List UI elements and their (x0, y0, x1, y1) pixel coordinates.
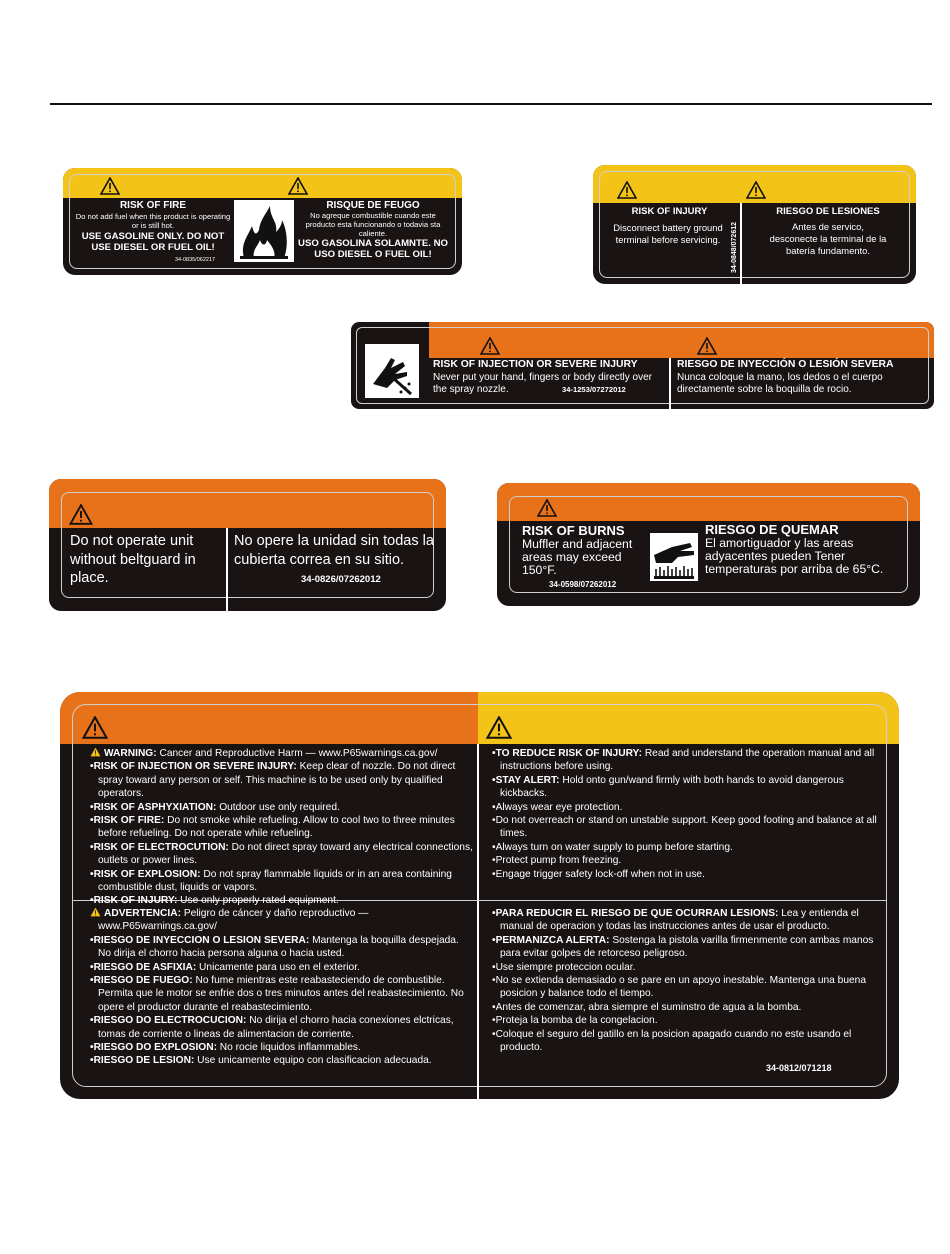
list-item: •Coloque el seguro del gatillo en la posicion apagado cuando no este usando el producto. (492, 1028, 852, 1054)
list-item: •RIESGO DO ELECTROCUCION: No dirija el chorro hacia conexiones elctricas, tomas de corriente o lineas de alimentacion de corriente. (90, 1015, 454, 1040)
list-item: WARNING: Cancer and Reproductive Harm — www.P65warnings.ca.gov/ (84, 747, 474, 760)
injury-en-title: RISK OF INJURY (631, 206, 708, 217)
hand-burn-icon (650, 533, 698, 581)
warning-triangle-icon (486, 716, 512, 739)
list-item: •PARA REDUCIR EL RIESGO DE QUE OCURRAN LESIONS: Lea y entienda el manual de operacion y todas las instrucciones antes de usar el producto. (492, 908, 859, 933)
injection-es-body: Nunca coloque la mano, los dedos o el cuerpo directamente sobre la boquilla de rocio. (677, 372, 883, 395)
injury-warning-label (593, 165, 916, 284)
injection-es-title: RIESGO DE INYECCIÓN O LESIÓN SEVERA (677, 359, 894, 370)
fire-en-title: RISK OF FIRE (119, 200, 187, 211)
fire-en-body: Do not add fuel when this product is operating or is still hot. (75, 212, 231, 230)
left-en-list (84, 747, 474, 908)
label-divider (226, 528, 228, 611)
list-item: •Protect pump from freezing. (492, 855, 622, 867)
injection-warning-label (351, 322, 934, 409)
hand-injection-icon (365, 344, 419, 398)
list-item: •Always turn on water supply to pump before starting. (492, 841, 733, 853)
injury-es-title: RIESGO DE LESIONES (776, 206, 880, 217)
beltguard-es-body: No opere la unidad sin todas la cubierta correa en su sitio. (234, 533, 434, 568)
warning-triangle-icon (480, 337, 500, 355)
label-vertical-divider (477, 744, 479, 1099)
list-item: •Use siempre proteccion ocular. (492, 961, 636, 973)
list-item: •STAY ALERT: Hold onto gun/wand firmly with both hands to avoid dangerous kickbacks. (492, 774, 844, 800)
warning-triangle-icon (617, 181, 637, 199)
injury-code: 34-0848/072612 (731, 222, 738, 273)
list-item: •RISK OF FIRE: Do not smoke while refueling. Allow to cool two to three minutes before refueling. Do not operate while refueling. (90, 815, 455, 840)
beltguard-en-body: Do not operate unit without beltguard in place. (70, 533, 196, 586)
warning-triangle-icon (100, 177, 120, 195)
beltguard-warning-label (49, 479, 446, 611)
caution-triangle-icon (90, 907, 101, 917)
right-en-list (486, 747, 881, 881)
burns-en-body: Muffler and adjacent areas may exceed 150°F. (522, 537, 633, 577)
list-item: •Always wear eye protection. (492, 801, 623, 813)
list-item: •RIESGO DE ASFIXIA: Unicamente para uso en el exterior. (90, 961, 360, 973)
burns-code: 34-0598/07262012 (549, 580, 617, 589)
header-rule (50, 103, 932, 105)
list-item: ADVERTENCIA: Peligro de cáncer y daño reproductivo — www.P65warnings.ca.gov/ (84, 907, 474, 934)
warning-triangle-icon (537, 499, 557, 517)
burns-en-title: RISK OF BURNS (522, 523, 625, 538)
injection-en-title: RISK OF INJECTION OR SEVERE INJURY (433, 359, 638, 370)
burns-es-title: RIESGO DE QUEMAR (705, 522, 839, 537)
flame-icon (234, 200, 294, 262)
list-item: •RIESGO DE INYECCION O LESION SEVERA: Mantenga la boquilla despejada. No dirija el chorro hacia persona alguna o hacia usted. (90, 934, 459, 960)
burns-es-body: El amortiguador y las areas adyacentes pueden Tener temperaturas por arriba de 65°C. (705, 536, 884, 576)
label-divider (669, 358, 671, 409)
list-item: •RISK OF EXPLOSION: Do not spray flammable liquids or in an area containing combustible dust, liquids or vapors. (90, 868, 452, 894)
list-item: •No se extienda demasiado o se pare en un apoyo inestable. Mantenga una buena posicion y balance todo el tiempo. (492, 975, 866, 1000)
injury-en-body: Disconnect battery ground terminal before servicing. (613, 222, 723, 245)
warning-triangle-icon (697, 337, 717, 355)
fire-code: 34-0835/062217 (175, 257, 216, 263)
list-item: •RIESGO DE LESION: Use unicamente equipo con clasificacion adecuada. (90, 1055, 432, 1067)
warning-triangle-icon (288, 177, 308, 195)
warning-triangle-icon (746, 181, 766, 199)
fire-es-title: RISQUE DE FEUGO (326, 200, 420, 211)
operation-warning-label (60, 692, 899, 1099)
list-item: •RIESGO DE FUEGO: No fume mientras este reabasteciendo de combustible. Permita que le motor se enfrie dos o tres minutos antes del reabastecimiento. No opere el productor durante el reabastecimiento. (90, 975, 464, 1013)
injury-es-body: Antes de servico, desconecte la terminal de la batería fundamento. (769, 221, 887, 256)
burns-warning-label (497, 483, 920, 606)
fire-warning-label (63, 168, 462, 275)
injection-en-body: Never put your hand, fingers or body directly over the spray nozzle. (433, 372, 652, 395)
label-divider (740, 203, 742, 284)
beltguard-code: 34-0826/07262012 (301, 574, 381, 585)
left-es-list (84, 907, 474, 1068)
list-item: •RIESGO DO EXPLOSION: No rocie liquidos inflammables. (90, 1042, 361, 1054)
list-item: •Antes de comenzar, abra siempre el suminstro de agua a la bomba. (492, 1001, 802, 1013)
list-item: •RISK OF ELECTROCUTION: Do not direct spray toward any electrical connections, outlets or power lines. (90, 841, 473, 867)
list-item: •RISK OF INJECTION OR SEVERE INJURY: Keep clear of nozzle. Do not direct spray toward any person or self. This machine is to be used only by qualified operators. (90, 761, 456, 800)
list-item: •Proteja la bomba de la congelacion. (492, 1015, 658, 1027)
list-item: •TO REDUCE RISK OF INJURY: Read and understand the operation manual and all instructions before using. (492, 748, 875, 773)
big-label-code: 34-0812/071218 (766, 1063, 832, 1073)
injection-code: 34-1253/07272012 (562, 385, 626, 394)
list-item: •Do not overreach or stand on unstable support. Keep good footing and balance at all times. (492, 815, 877, 840)
fire-en-bold: USE GASOLINE ONLY. DO NOT USE DIESEL OR FUEL OIL! (81, 231, 225, 253)
list-item: •PERMANIZCA ALERTA: Sostenga la pistola varilla firmenmente con ambas manos para evitar golpes de retorceso peligroso. (492, 934, 874, 960)
warning-triangle-icon (69, 504, 93, 525)
list-item: •RISK OF INJURY: Use only properly rated equipment. (90, 895, 339, 907)
warning-triangle-icon (82, 716, 108, 739)
right-es-list (486, 907, 884, 1054)
fire-es-body: No agreque combustible cuando este producto esta funcionando o todavia sta caliente. (305, 211, 441, 238)
list-item: •Engage trigger safety lock-off when not in use. (492, 868, 705, 880)
list-item: •RISK OF ASPHYXIATION: Outdoor use only required. (90, 801, 340, 813)
caution-triangle-icon (90, 747, 101, 757)
fire-es-bold: USO GASOLINA SOLAMNTE. NO USO DIESEL O FUEL OIL! (298, 238, 448, 260)
